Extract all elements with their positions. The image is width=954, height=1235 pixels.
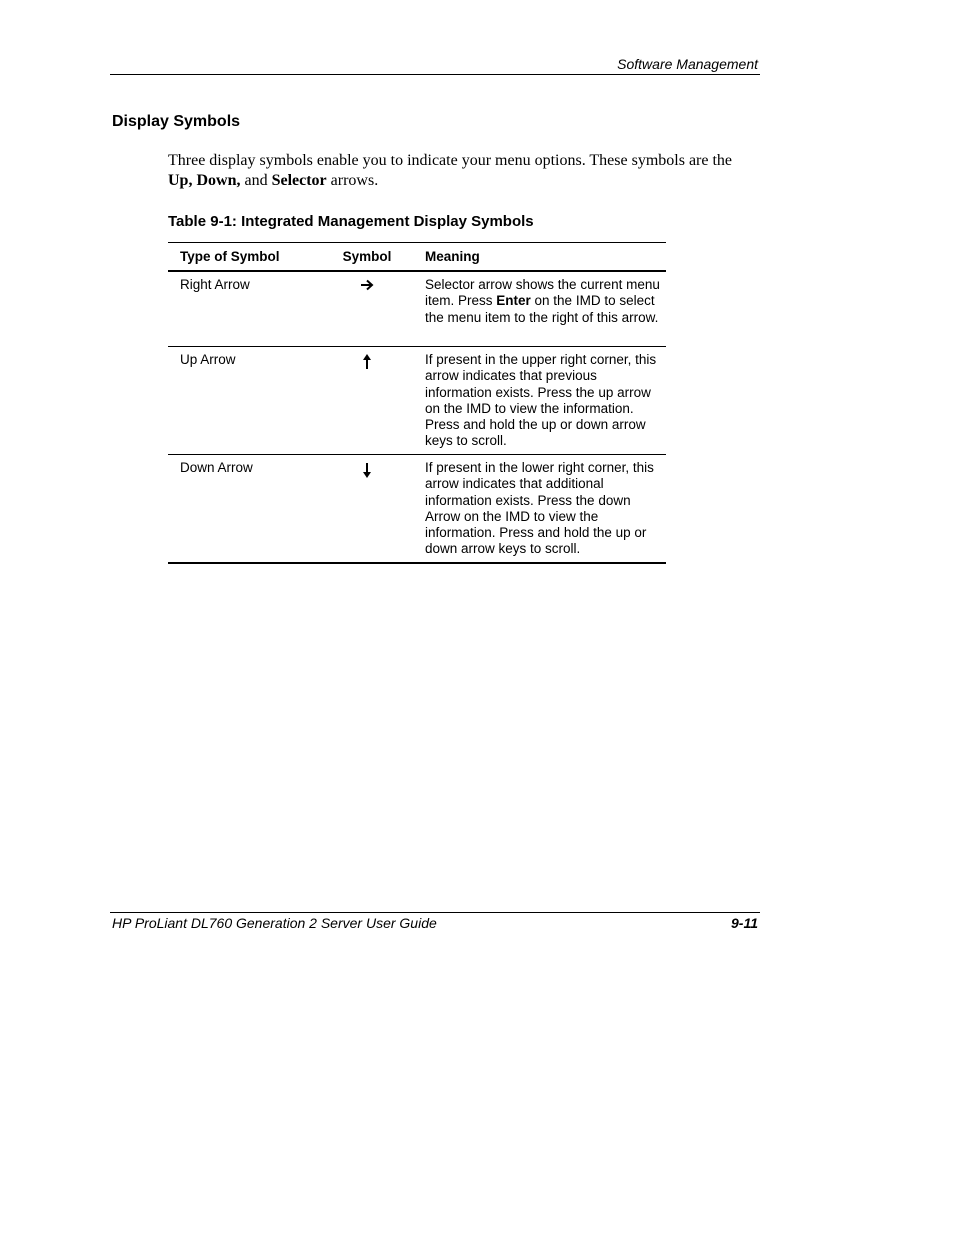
header-meaning: Meaning — [425, 249, 480, 264]
page-number: 9-11 — [731, 915, 758, 931]
header-type-of-symbol: Type of Symbol — [180, 249, 280, 264]
meaning-text: on the IMD to select the menu item to the right of this arrow. — [425, 293, 659, 325]
cell-type: Down Arrow — [180, 460, 253, 475]
header-divider — [110, 74, 760, 75]
header-symbol: Symbol — [342, 249, 392, 264]
intro-text-1: Three display symbols enable you to indicate your menu options. These symbols are the — [168, 152, 733, 169]
table-caption: Table 9-1: Integrated Management Display Symbols — [168, 213, 534, 230]
cell-meaning: If present in the upper right corner, this arrow indicates that previous information exists. Press the up arrow on the IMD to view the information. Press and hold the up or down arrow keys to scroll. — [425, 352, 657, 449]
up-arrow-icon — [362, 354, 372, 370]
table-row — [168, 272, 666, 347]
cell-symbol — [321, 272, 413, 346]
section-title: Display Symbols — [112, 113, 241, 130]
table-header-row — [168, 243, 666, 272]
cell-type: Up Arrow — [180, 352, 236, 367]
intro-text-2: and — [240, 171, 272, 189]
meaning-enter-bold: Enter — [496, 293, 531, 309]
cell-symbol — [321, 455, 413, 562]
intro-paragraph — [168, 151, 758, 190]
footer-book-title: HP ProLiant DL760 Generation 2 Server User Guide — [112, 915, 437, 931]
table-row — [168, 347, 666, 455]
meaning-text: Selector arrow shows the current menu item. Press — [425, 277, 660, 309]
down-arrow-icon — [362, 462, 372, 478]
symbols-table — [168, 242, 666, 564]
footer-divider — [110, 912, 760, 913]
table-row — [168, 455, 666, 562]
intro-text-3: arrows. — [326, 171, 379, 189]
cell-meaning: If present in the lower right corner, this arrow indicates that additional information exists. Press the down Arrow on the IMD to view the information. Press and hold the up or down arrow keys to scroll. — [425, 460, 654, 557]
right-arrow-icon — [360, 279, 374, 291]
cell-symbol — [321, 347, 413, 454]
intro-bold-up-down: Up, Down, — [168, 171, 241, 189]
cell-meaning — [413, 272, 666, 346]
intro-bold-selector: Selector — [271, 171, 327, 189]
cell-type: Right Arrow — [180, 277, 250, 292]
running-header: Software Management — [617, 56, 758, 72]
